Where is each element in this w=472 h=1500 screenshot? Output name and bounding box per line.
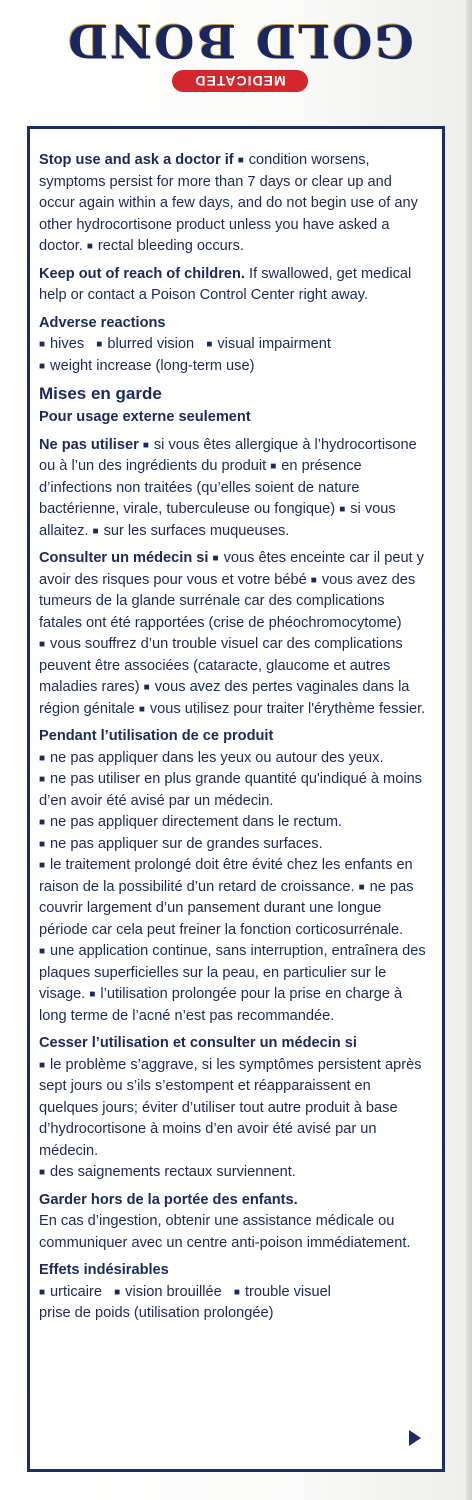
medicated-badge: MEDICATED	[172, 70, 308, 92]
french-subtitle: Pour usage externe seulement	[39, 409, 251, 425]
effets-section	[39, 1260, 431, 1325]
continue-arrow-icon	[409, 1430, 421, 1446]
brand-logo: GOLD BOND	[66, 14, 414, 68]
garder-heading: Garder hors de la portée des enfants.	[39, 1191, 298, 1208]
bullet-item: ■ vous souffrez d’un trouble visuel car des complications peuvent être associées (cataracte, glaucome et autres maladies rares)	[39, 636, 403, 695]
pendant-section	[39, 726, 431, 1027]
bullet-item: ■ trouble visuel	[234, 1284, 331, 1300]
keep-out-heading: Keep out of reach of children.	[39, 265, 245, 282]
bullet-item: ■ si vous êtes allergique à l’hydrocortisone ou à l’un des ingrédients du produit	[39, 437, 417, 475]
bullet-item: prise de poids (utilisation prolongée)	[39, 1305, 274, 1321]
bullet-item: ■ si vous allaitez.	[39, 501, 396, 539]
stop-use-heading: Stop use and ask a doctor if	[39, 152, 234, 168]
bullet-item: ■ ne pas appliquer directement dans le rectum.	[39, 814, 342, 830]
bullet-item: ■ ne pas utiliser en plus grande quantité qu'indiqué à moins d’en avoir été avisé par un médecin.	[39, 771, 422, 809]
bullet-item: ■ condition worsens, symptoms persist for more than 7 days or clear up and occur again within a few days, and do not begin use of any other hydrocortisone product unless you have asked a doctor.	[39, 152, 418, 254]
stop-use-section	[39, 150, 431, 258]
bullet-item: ■ ne pas couvrir largement d’un pansement durant une longue période car cela peut freiner la fonction corticosurrénale.	[39, 879, 414, 938]
bullet-item: ■ blurred vision	[96, 336, 194, 352]
bullet-item: ■ rectal bleeding occurs.	[87, 238, 244, 254]
bullet-item: ■ des saignements rectaux surviennent.	[39, 1164, 296, 1180]
bullet-item: ■ vous avez des tumeurs de la glande surrénale car des complications fatales ont été rapportées (crise de phéochromocytome)	[39, 572, 415, 631]
adverse-heading: Adverse reactions	[39, 314, 166, 331]
ne-pas-heading: Ne pas utiliser	[39, 436, 139, 453]
bullet-item: ■ vous avez des pertes vaginales dans la région génitale	[39, 679, 409, 717]
bullet-item: ■ le traitement prolongé doit être évité chez les enfants en raison de la possibilité d’un retard de croissance.	[39, 857, 413, 895]
garder-section	[39, 1190, 431, 1255]
bullet-item: ■ weight increase (long-term use)	[39, 358, 254, 374]
bullet-item: ■ ne pas appliquer sur de grandes surfaces.	[39, 836, 323, 852]
package-edge	[466, 0, 472, 1500]
bullet-item: ■ le problème s’aggrave, si les symptômes persistent après sept jours ou s’ils s’estompent et réapparaissent en quelques jours; éviter d’utiliser tout autre produit à base d’hydrocortisone à moins d’en avoir été avisé par un médecin.	[39, 1057, 422, 1159]
cesser-heading: Cesser l’utilisation et consulter un médecin si	[39, 1035, 357, 1051]
bullet-item: ■ l’utilisation prolongée pour la prise en charge à long terme de l’acné n’est pas recommandée.	[39, 986, 402, 1024]
consulter-section	[39, 548, 431, 720]
keep-out-section	[39, 264, 431, 307]
bullet-item: ■ en présence d’infections non traitées (qu’elles soient de nature bactérienne, virale, tuberculeuse ou fongique)	[39, 458, 362, 517]
bullet-item: ■ urticaire	[39, 1284, 102, 1300]
consulter-heading: Consulter un médecin si	[39, 550, 209, 566]
bullet-item: ■ ne pas appliquer dans les yeux ou autour des yeux.	[39, 750, 384, 766]
warnings-content	[39, 150, 431, 1331]
bullet-item: ■ hives	[39, 336, 84, 352]
bullet-item: ■ vision brouillée	[114, 1284, 222, 1300]
brand-logo-area	[60, 12, 420, 102]
cesser-section	[39, 1033, 431, 1184]
adverse-section	[39, 313, 431, 378]
bullet-item: ■ une application continue, sans interruption, entraînera des plaques superficielles sur la peau, en particulier sur le visage.	[39, 943, 426, 1002]
garder-text: En cas d’ingestion, obtenir une assistance médicale ou communiquer avec un centre anti-poison immédiatement.	[39, 1213, 411, 1251]
french-title: Mises en garde	[39, 384, 162, 403]
bullet-item: ■ sur les surfaces muqueuses.	[93, 523, 290, 539]
bullet-item: ■ visual impairment	[206, 336, 331, 352]
ne-pas-section	[39, 435, 431, 543]
keep-out-text: If swallowed, get medical help or contact a Poison Control Center right away.	[39, 265, 412, 303]
pendant-heading: Pendant l’utilisation de ce produit	[39, 728, 274, 744]
effets-heading: Effets indésirables	[39, 1262, 169, 1278]
bullet-item: ■ vous utilisez pour traiter l'érythème fessier.	[139, 701, 425, 717]
bullet-item: ■ vous êtes enceinte car il peut y avoir des risques pour vous et votre bébé	[39, 550, 424, 588]
